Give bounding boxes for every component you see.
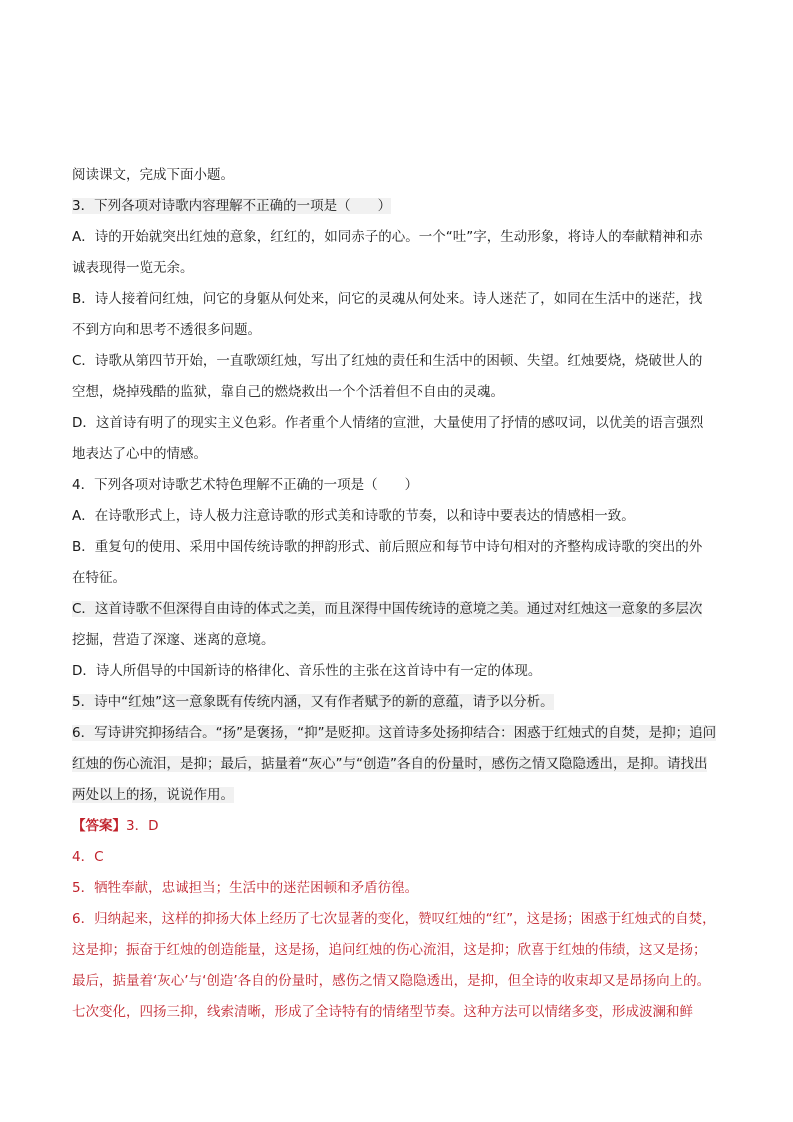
intro-text: 阅读课文，完成下面小题。: [72, 167, 234, 183]
q6-stem-line2: [72, 749, 727, 780]
answer-header: [72, 811, 727, 842]
q4-stem: 4．下列各项对诗歌艺术特色理解不正确的一项是（ ）: [72, 477, 419, 493]
answer-6-line1: 6．归纳起来，这样的抑扬大体上经历了七次显著的变化，赞叹红烛的“红”，这是扬；困惑于红烛式的自焚，: [72, 911, 716, 927]
q4-option-a-line1: A．在诗歌形式上，诗人极力注意诗歌的形式美和诗歌的节奏，以和诗中要表达的情感相一致。: [72, 508, 635, 524]
q6-stem-line1: [72, 718, 727, 749]
q3-stem-text: 3．下列各项对诗歌内容理解不正确的一项是（ ）: [72, 198, 392, 214]
q4-option-c-line1: [72, 594, 727, 625]
q6-stem-line1-text: 6．写诗讲究抑扬结合。“扬”是褒扬，“抑”是贬抑。这首诗多处扬抑结合：困惑于红烛式的自焚，是抑；追问: [72, 725, 717, 741]
answer-6-line2: 这是抑；振奋于红烛的创造能量，这是扬，追问红烛的伤心流泪，这是抑；欣喜于红烛的伟绩，这又是扬；: [72, 942, 707, 958]
q4-option-d-line1: D．诗人所倡导的中国新诗的格律化、音乐性的主张在这首诗中有一定的体现。: [72, 663, 542, 679]
q3-option-b-line2: 不到方向和思考不透很多问题。: [72, 322, 261, 338]
q5-stem-text: 5．诗中“红烛”这一意象既有传统内涵，又有作者赋予的新的意蕴，请予以分析。: [72, 694, 554, 710]
q6-stem-line2-text: 红烛的伤心流泪，是抑；最后，掂量着“灰心”与“创造”各自的份量时，感伤之情又隐隐透出，是抑。请找出: [72, 756, 708, 772]
q3-option-a-line1: A．诗的开始就突出红烛的意象，红红的，如同赤子的心。一个“吐”字，生动形象，将诗人的奉献精神和赤: [72, 229, 703, 245]
answer-tag: 【答案】: [72, 818, 126, 834]
answer-5: 5．牺牲奉献，忠诚担当；生活中的迷茫困顿和矛盾彷徨。: [72, 880, 419, 896]
q3-option-c-line1: C．诗歌从第四节开始，一直歌颂红烛，写出了红烛的责任和生活中的困顿、失望。红烛要烧，烧破世人的: [72, 353, 703, 369]
q3-option-b-line1: B．诗人接着问红烛，问它的身躯从何处来，问它的灵魂从何处来。诗人迷茫了，如同在生活中的迷茫，找: [72, 291, 703, 307]
q6-stem-line3: [72, 780, 727, 811]
answer-4: 4．C: [72, 849, 104, 865]
answer-6-line3: 最后，掂量着‘灰心’与‘创造’各自的份量时，感伤之情又隐隐透出，是抑，但全诗的收束却又是昂扬向上的。: [72, 973, 711, 989]
q3-option-d-line1: D．这首诗有明了的现实主义色彩。作者重个人情绪的宣泄，大量使用了抒情的感叹词，以优美的语言强烈: [72, 415, 704, 431]
q4-option-c-line1-text: C．这首诗歌不但深得自由诗的体式之美，而且深得中国传统诗的意境之美。通过对红烛这一意象的多层次: [72, 601, 703, 617]
q4-option-c-line2: 挖掘，营造了深邃、迷离的意境。: [72, 632, 275, 648]
q3-option-d-line2: 地表达了心中的情感。: [72, 446, 207, 462]
q6-stem-line3-text: 两处以上的扬，说说作用。: [72, 787, 234, 803]
answer-3: 3．D: [126, 818, 159, 834]
q4-option-b-line2: 在特征。: [72, 570, 126, 586]
q3-option-c-line2: 空想，烧掉残酷的监狱，靠自己的燃烧救出一个个活着但不自由的灵魂。: [72, 384, 504, 400]
document-page: [72, 160, 727, 1028]
q3-option-a-line2: 诚表现得一览无余。: [72, 260, 194, 276]
q4-option-b-line1: B．重复句的使用、采用中国传统诗歌的押韵形式、前后照应和每节中诗句相对的齐整构成诗歌的突出的外: [72, 539, 703, 555]
q3-stem: [72, 191, 727, 222]
q5-stem: [72, 687, 727, 718]
answer-6-line4: 七次变化，四扬三抑，线索清晰，形成了全诗特有的情绪型节奏。这种方法可以情绪多变，形成波澜和鲜: [72, 1004, 693, 1020]
